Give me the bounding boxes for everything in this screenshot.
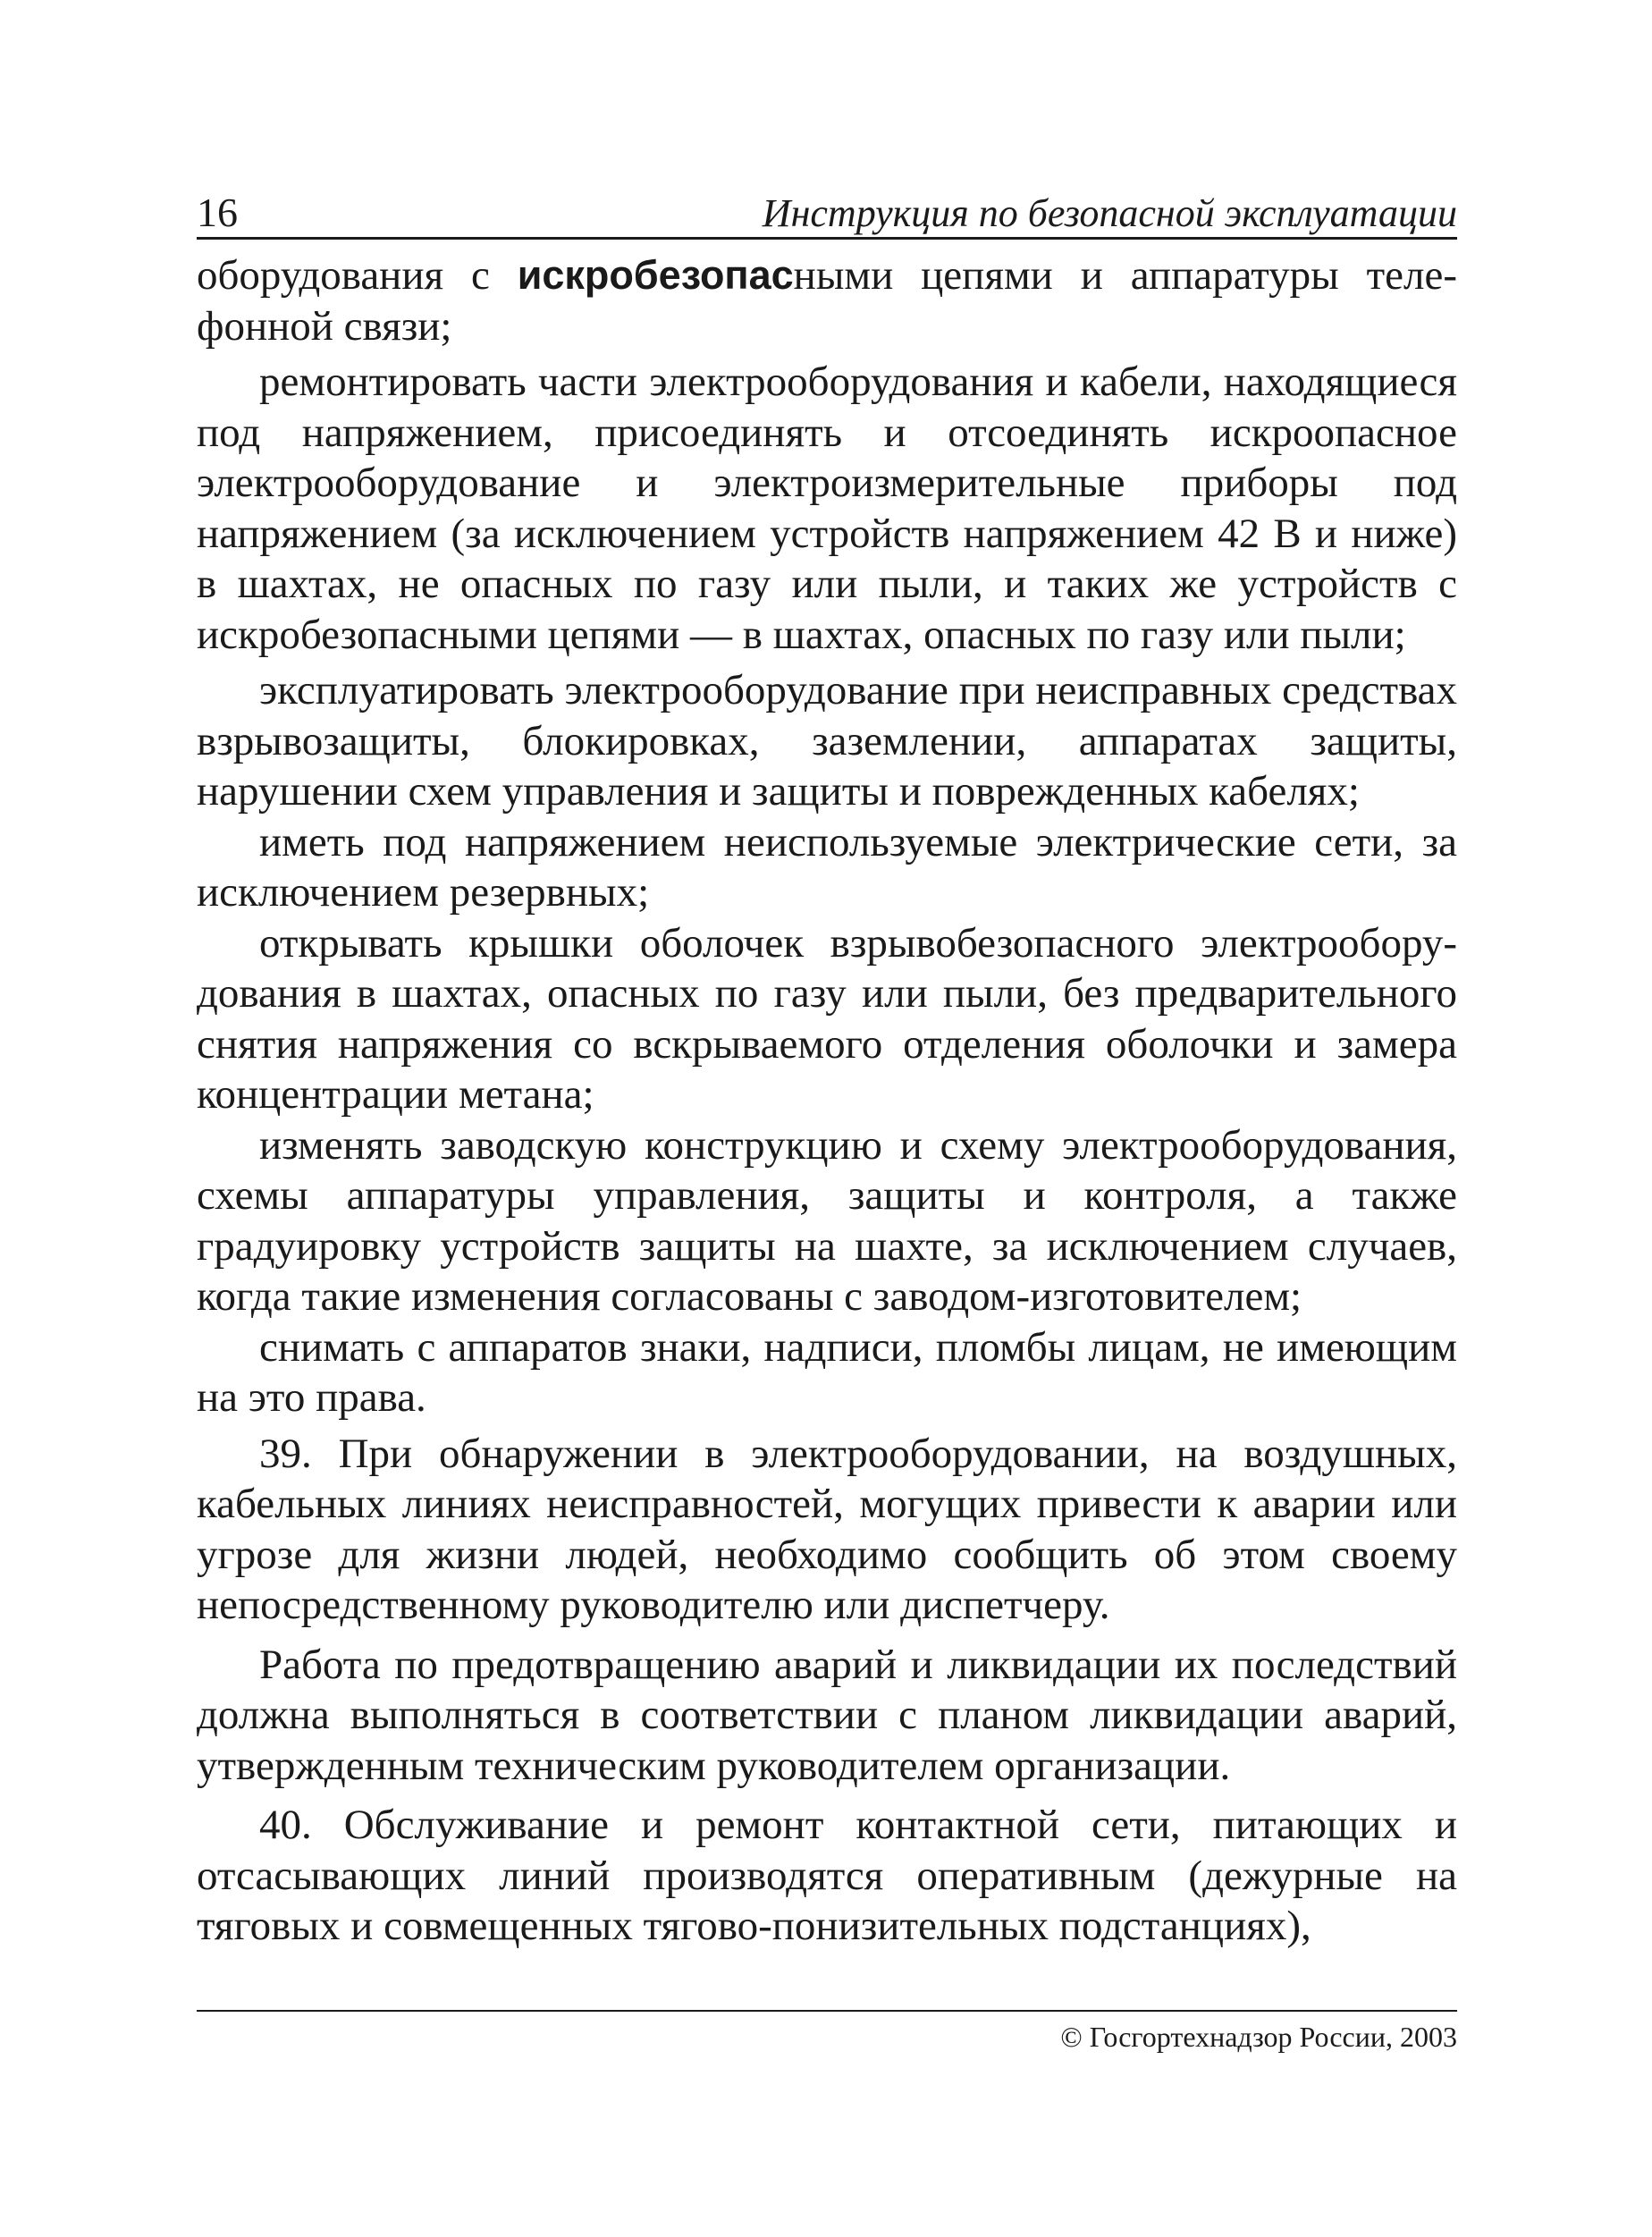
paragraph-item: открывать крышки оболочек взрывобезопасного электрооборудования в шахтах, опасных по газу или пыли, без предварительного снятия напряжения со вскрываемого отделения оболочки и замера концентрации метана;: [197, 919, 1457, 1118]
bold-term: искробезопас: [517, 252, 794, 298]
paragraph-text: ными цепями и аппаратуры телефонной связи;: [197, 252, 1457, 350]
paragraph-text: оборудования с: [197, 252, 518, 299]
paragraph-continuation: [197, 250, 1457, 351]
paragraph-section-40: 40. Обслуживание и ремонт контактной сети, питающих и отсасывающих линий производятся оперативным (дежурные на тяговых и совмещенных тягово-понизительных подстанциях),: [197, 1802, 1457, 1949]
paragraph-item: эксплуатировать электрооборудование при неисправных средствах взрывозащиты, блокировках, заземлении, аппаратах защиты, нарушении схем управления и защиты и поврежденных кабелях;: [197, 667, 1457, 815]
page-number: 16: [197, 190, 238, 235]
paragraph-item: иметь под напряжением неиспользуемые электрические сети, за исключением резервных;: [197, 818, 1457, 916]
page-header: [197, 183, 1457, 240]
paragraph-item: Работа по предотвращению аварий и ликвидации их последствий должна выполняться в соответствии с планом ликвидации аварий, утвержденным техническим руководителем организации.: [197, 1641, 1457, 1789]
paragraph-section-39: 39. При обнаружении в электрооборудовании, на воздушных, кабельных линиях неисправностей, могущих привести к аварии или угрозе для жизни людей, необходимо сообщить об этом своему непосредственному руководителю или диспетчеру.: [197, 1430, 1457, 1628]
body-text: [197, 250, 1457, 1952]
paragraph-item: изменять заводскую конструкцию и схему электрооборудования, схемы аппаратуры управления, защиты и контроля, а также градуировку устройств защиты на шахте, за исключением случаев, когда такие изменения согласованы с заводом-изготовителем;: [197, 1121, 1457, 1320]
paragraph-item: ремонтировать части электрооборудования и кабели, находящиеся под напряжением, присоединять и отсоединять искроопасное электрооборудование и электроизмерительные приборы под напряжением (за исключением устройств напряжением 42 В и ниже) в шахтах, не опасных по газу или пыли, и таких же устройств с искробезопасными цепями — в шахтах, опасных по газу или пыли;: [197, 359, 1457, 658]
copyright-notice: © Госгортехнадзор России, 2003: [1060, 2021, 1457, 2053]
running-title: Инструкция по безопасной эксплуатации: [762, 191, 1457, 235]
footer-divider: [197, 2010, 1457, 2012]
paragraph-item: снимать с аппаратов знаки, надписи, пломбы лицам, не имеющим на это права.: [197, 1323, 1457, 1421]
